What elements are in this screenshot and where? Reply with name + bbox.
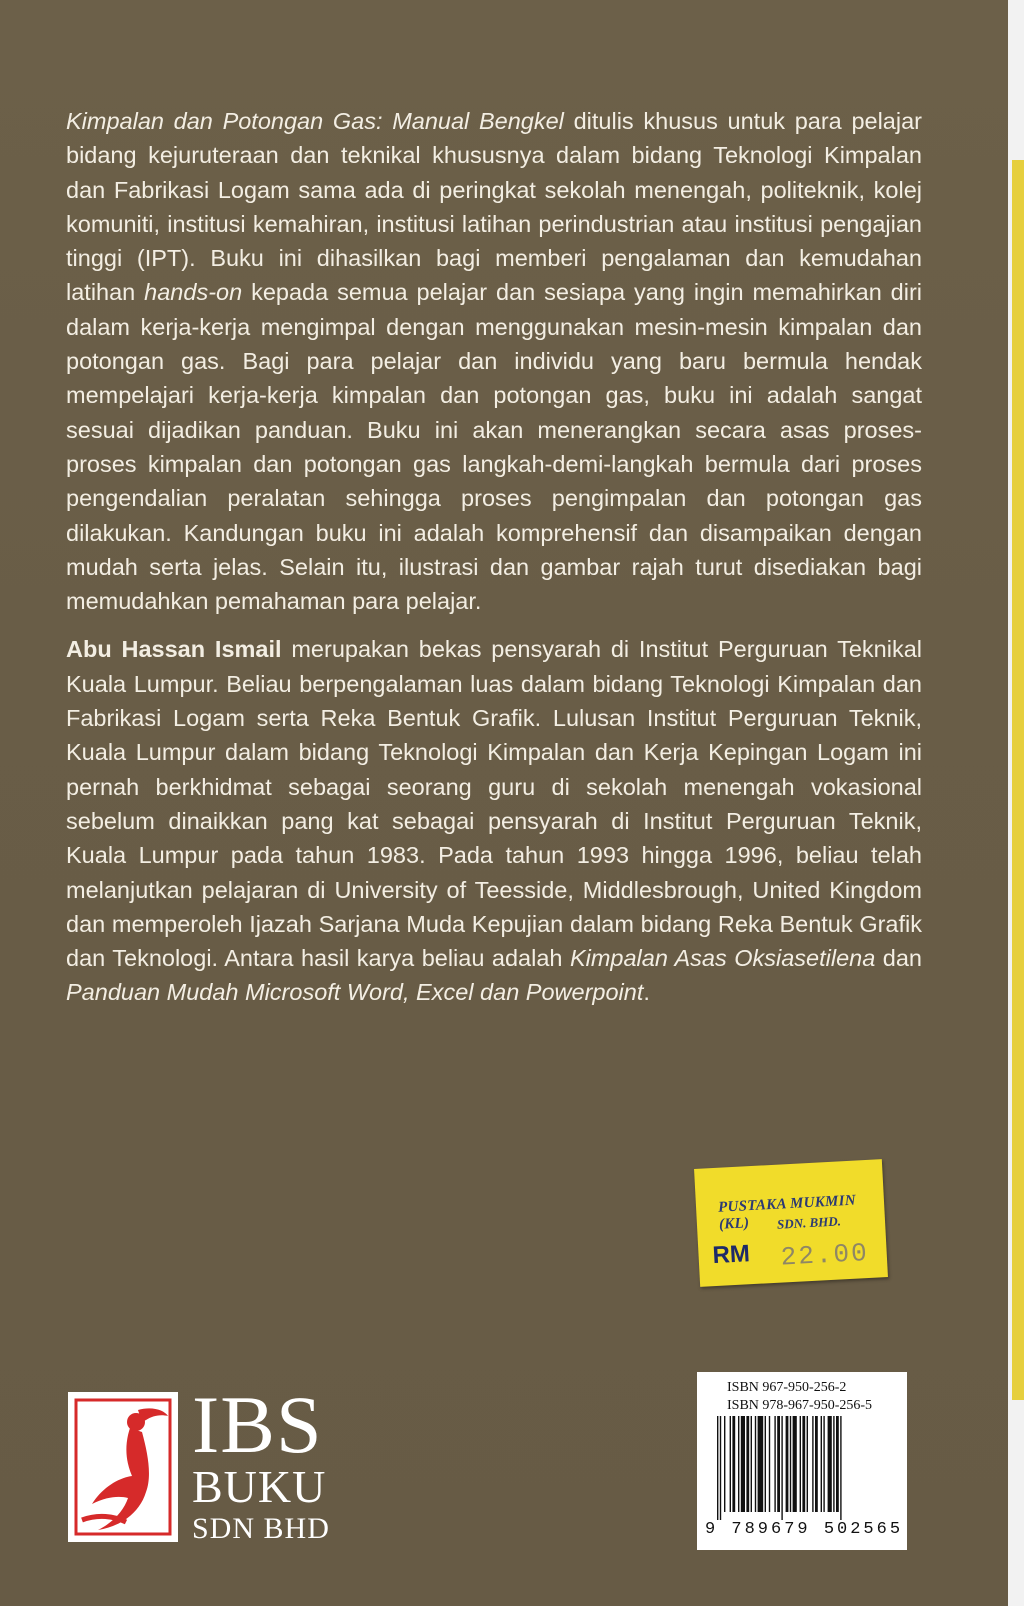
publisher-logo-text [192, 1379, 330, 1545]
blurb-paragraph-author [66, 632, 922, 1009]
barcode-bar [807, 1416, 808, 1512]
book-title: Kimpalan dan Potongan Gas: Manual Bengkel [66, 108, 564, 134]
publisher-name-line2: BUKU [192, 1461, 327, 1512]
barcode-bar [758, 1416, 764, 1512]
sticker-shop-name: PUSTAKA MUKMIN (KL) [717, 1192, 857, 1233]
barcode-bar [840, 1416, 841, 1520]
barcode-bar [812, 1416, 813, 1512]
barcode-bar [777, 1416, 780, 1512]
barcode-bar [781, 1416, 782, 1520]
barcode-bar [786, 1416, 789, 1512]
isbn-13: ISBN 978-967-950-256-5 [727, 1398, 873, 1413]
barcode-lead-digit: 9 [705, 1520, 719, 1539]
barcode-bar [815, 1416, 818, 1512]
barcode-bar [732, 1416, 735, 1512]
isbn-barcode-panel [697, 1372, 907, 1550]
price-sticker [694, 1159, 888, 1287]
barcode-bar [802, 1416, 805, 1512]
barcode-bar [724, 1416, 725, 1512]
publisher-name-line1: IBS [192, 1379, 323, 1470]
barcode-bar [765, 1416, 766, 1512]
barcode-digits [705, 1520, 903, 1539]
barcode-icon [711, 1416, 895, 1520]
barcode-bar [828, 1416, 832, 1512]
barcode-bar [821, 1416, 822, 1512]
barcode-bar [720, 1416, 721, 1520]
other-work-title: Panduan Mudah Microsoft Word, Excel dan Powerpoint [66, 979, 644, 1006]
barcode-bar [717, 1416, 718, 1520]
hands-on-term: hands-on [144, 279, 243, 306]
barcode-bar [738, 1416, 739, 1512]
sticker-shop-suffix: SDN. BHD. [776, 1213, 842, 1232]
barcode-bar [790, 1416, 791, 1512]
barcode-bar [774, 1416, 775, 1512]
spine-yellow-edge [1012, 160, 1024, 1400]
blurb-text-segment: dan [875, 945, 922, 972]
blurb-text-segment: ditulis khusus untuk para pelajar bidang kejuruteraan dan teknikal khususnya dalam bidang Teknologi Kimpalan dan Fabrikasi Logam sama ada di peringkat sekolah menengah, politeknik, kolej komuniti, institusi kemahiran, institusi latihan perindustrian atau institusi pengajian tinggi (IPT). Buku ini dihasilkan bagi memberi pengalaman dan kemudahan latihan [66, 108, 922, 306]
blurb-text-segment: kepada semua pelajar dan sesiapa yang ingin memahirkan diri dalam kerja-kerja mengimpal dengan menggunakan mesin-mesin kimpalan dan potongan gas. Bagi para pelajar dan individu yang baru bermula hendak mempelajari kerja-kerja kimpalan dan potongan gas, buku ini adalah sangat sesuai dijadikan panduan. Buku ini akan menerangkan secara asas proses-proses kimpalan dan potongan gas langkah-demi-langkah bermula dari proses pengendalian peralatan sehingga proses pengimpalan dan potongan gas dilakukan. Kandungan buku ini adalah komprehensif dan disampaikan dengan mudah serta jelas. Selain itu, ilustrasi dan gambar rajah turut disediakan bagi memudahkan pemahaman para pelajar. [66, 279, 923, 615]
barcode-bar [751, 1416, 752, 1512]
hornbill-bird-icon [68, 1392, 178, 1542]
blurb-text-segment: . [643, 979, 650, 1006]
barcode-bar [769, 1416, 770, 1512]
barcode-bar [836, 1416, 839, 1512]
barcode-left-digits: 789679 [731, 1520, 811, 1539]
publisher-name-line3: SDN BHD [192, 1512, 330, 1545]
barcode-bar [730, 1416, 731, 1512]
sticker-currency: RM [711, 1240, 751, 1270]
sticker-price: 22.00 [780, 1237, 870, 1273]
other-work-title: Kimpalan Asas Oksiasetilena [569, 945, 876, 972]
barcode-bar [800, 1416, 801, 1512]
barcode-right-digits: 502565 [823, 1520, 904, 1539]
barcode-bar [823, 1416, 824, 1512]
barcode-bar [793, 1416, 797, 1512]
barcode-bar [755, 1416, 756, 1512]
isbn-10: ISBN 967-950-256-2 [727, 1380, 847, 1395]
blurb-paragraph-book [66, 104, 922, 618]
barcode-bar [741, 1416, 745, 1512]
barcode-bar [746, 1416, 749, 1512]
blurb-text [66, 104, 922, 1024]
barcode-bar [833, 1416, 834, 1512]
author-name: Abu Hassan Ismail [66, 636, 282, 663]
blurb-text-segment: merupakan bekas pensyarah di Institut Perguruan Teknikal Kuala Lumpur. Beliau berpengalaman luas dalam bidang Teknologi Kimpalan dan Fabrikasi Logam serta Reka Bentuk Grafik. Lulusan Institut Perguruan Teknik, Kuala Lumpur dalam bidang Teknologi Kimpalan dan Kerja Kepingan Logam ini pernah berkhidmat sebagai seorang guru di sekolah menengah vokasional sebelum dinaikkan pang kat sebagai pensyarah di Institut Perguruan Teknik, Kuala Lumpur pada tahun 1983. Pada tahun 1993 hingga 1996, beliau telah melanjutkan pelajaran di University of Teesside, Middlesbrough, United Kingdom dan memperoleh Ijazah Sarjana Muda Kepujian dalam bidang Reka Bentuk Grafik dan Teknologi. Antara hasil karya beliau adalah [66, 636, 923, 972]
